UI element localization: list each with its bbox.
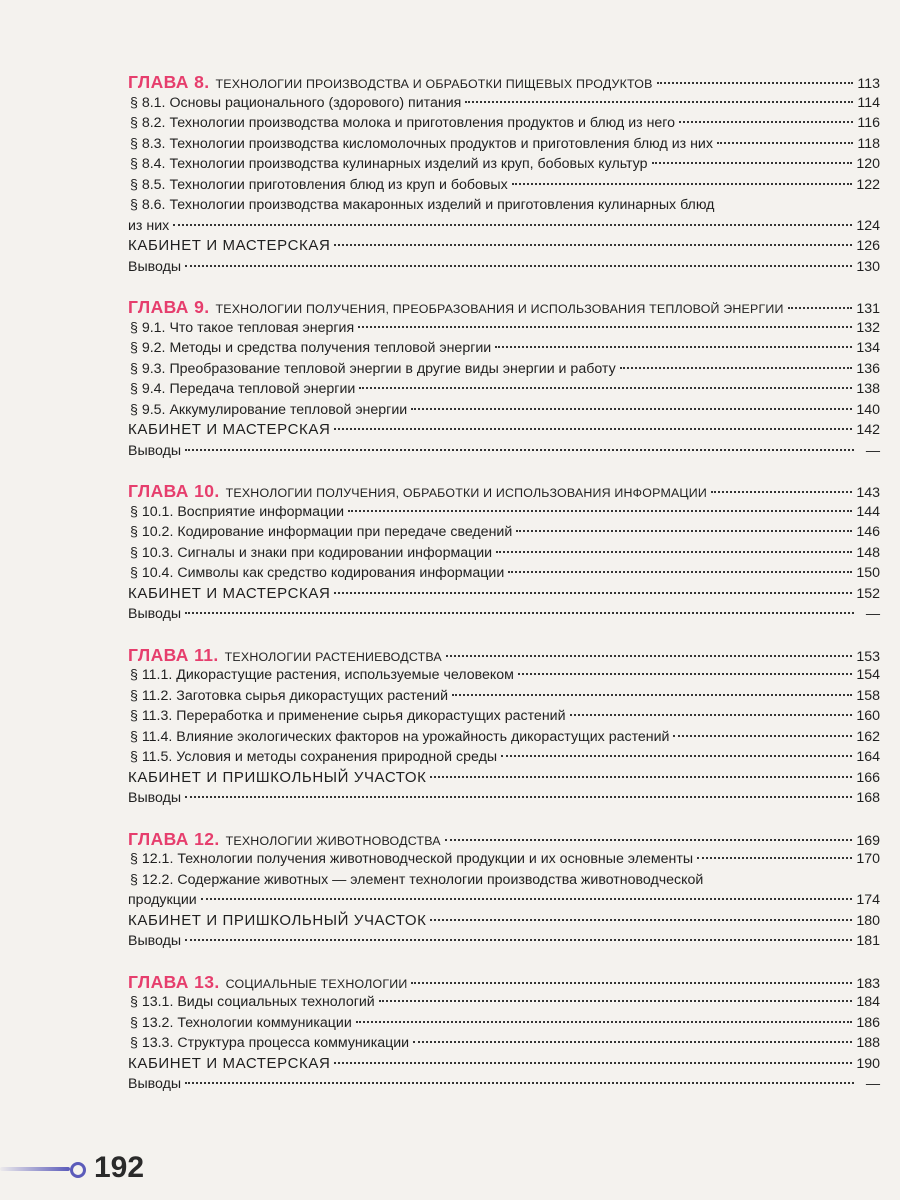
entry-title: § 12.1. Технологии получения животноводческой продукции и их основные элементы	[130, 851, 694, 867]
entry-page: 132	[856, 319, 880, 336]
chapter-title: ТЕХНОЛОГИИ ПОЛУЧЕНИЯ, ПРЕОБРАЗОВАНИЯ И ИСПОЛЬЗОВАНИЯ ТЕПЛОВОЙ ЭНЕРГИИ	[215, 302, 784, 316]
dot-leader	[334, 1062, 852, 1064]
dot-leader	[697, 857, 852, 859]
entry-page: 118	[857, 135, 880, 152]
chapter-title: ТЕХНОЛОГИИ ПОЛУЧЕНИЯ, ОБРАБОТКИ И ИСПОЛЬЗОВАНИЯ ИНФОРМАЦИИ	[225, 486, 708, 500]
entry-page: 152	[856, 585, 880, 602]
section-entry[interactable]	[128, 1013, 880, 1034]
entry-page: 170	[856, 851, 880, 867]
dot-leader	[430, 919, 852, 921]
entry-title: КАБИНЕТ И ПРИШКОЛЬНЫЙ УЧАСТОК	[128, 768, 427, 786]
dot-leader	[652, 162, 853, 164]
section-entry[interactable]	[128, 379, 880, 400]
section-entry[interactable]	[128, 870, 880, 891]
chapter-page: 169	[856, 832, 880, 849]
dot-leader	[334, 592, 852, 594]
chapter-title-group	[128, 72, 653, 95]
chapter-block	[128, 72, 880, 277]
workshop-entry[interactable]	[128, 1054, 880, 1075]
section-entry[interactable]	[128, 502, 880, 523]
chapter-title: ТЕХНОЛОГИИ ПРОИЗВОДСТВА И ОБРАБОТКИ ПИЩЕВЫХ ПРОДУКТОВ	[215, 77, 653, 91]
entry-title: § 13.2. Технологии коммуникации	[130, 1014, 352, 1031]
section-entry[interactable]	[128, 706, 880, 727]
section-entry[interactable]	[128, 563, 880, 584]
section-entry[interactable]	[128, 543, 880, 564]
section-entry[interactable]	[128, 522, 880, 543]
entry-title: § 11.2. Заготовка сырья дикорастущих растений	[130, 687, 448, 704]
chapter-block	[128, 481, 880, 625]
dot-leader	[673, 735, 852, 737]
entry-page: 158	[856, 687, 880, 704]
table-of-contents	[128, 72, 880, 1115]
entry-title: § 9.3. Преобразование тепловой энергии в другие виды энергии и работу	[130, 360, 616, 377]
entry-title: § 9.1. Что такое тепловая энергия	[130, 319, 355, 336]
entry-page: 136	[856, 360, 880, 377]
section-entry[interactable]	[128, 134, 880, 155]
chapter-heading[interactable]	[128, 829, 880, 850]
entry-title: § 11.1. Дикорастущие растения, используемые человеком	[130, 667, 514, 683]
section-entry[interactable]	[128, 175, 880, 196]
entry-title: § 10.4. Символы как средство кодирования информации	[130, 565, 505, 581]
entry-page: —	[865, 606, 880, 622]
entry-page: 126	[856, 238, 880, 254]
section-entry[interactable]	[128, 992, 880, 1013]
workshop-entry[interactable]	[128, 420, 880, 441]
chapter-title-group	[128, 481, 707, 504]
entry-page: 146	[856, 524, 880, 540]
chapter-label: ГЛАВА 9.	[128, 297, 210, 317]
workshop-entry[interactable]	[128, 236, 880, 257]
entry-title: § 13.1. Виды социальных технологий	[130, 994, 375, 1010]
entry-title: § 8.3. Технологии производства кисломолочных продуктов и приготовления блюд из них	[130, 135, 713, 152]
dot-leader	[657, 82, 854, 84]
entry-title-continued: продукции	[128, 892, 197, 908]
workshop-entry[interactable]	[128, 911, 880, 932]
entry-title: § 8.2. Технологии производства молока и приготовления продуктов и блюд из него	[130, 115, 676, 131]
entry-title: § 10.1. Восприятие информации	[130, 503, 345, 520]
chapter-title: ТЕХНОЛОГИИ РАСТЕНИЕВОДСТВА	[224, 649, 442, 664]
section-entry[interactable]	[128, 338, 880, 359]
entry-page: 168	[856, 790, 880, 806]
section-entry[interactable]	[128, 195, 880, 216]
entry-title: КАБИНЕТ И МАСТЕРСКАЯ	[128, 584, 331, 602]
entry-title: Выводы	[128, 790, 182, 806]
chapter-label: ГЛАВА 12.	[128, 828, 220, 849]
entry-page: 142	[856, 422, 880, 438]
dot-leader	[185, 449, 854, 451]
section-entry[interactable]	[128, 113, 880, 134]
entry-title: § 9.2. Методы и средства получения тепловой энергии	[130, 340, 492, 356]
entry-page: 154	[856, 667, 880, 683]
dot-leader	[185, 796, 852, 798]
entry-page: 134	[856, 340, 880, 356]
dot-leader	[185, 612, 854, 614]
dot-leader	[413, 1041, 852, 1043]
section-entry[interactable]	[128, 1033, 880, 1054]
chapter-label: ГЛАВА 8.	[128, 72, 210, 92]
dot-leader	[496, 551, 852, 553]
chapter-block	[128, 972, 880, 1095]
entry-title: КАБИНЕТ И МАСТЕРСКАЯ	[128, 237, 331, 254]
dot-leader	[358, 326, 852, 328]
dot-leader	[620, 367, 853, 369]
dot-leader	[445, 839, 853, 841]
entry-title: § 13.3. Структура процесса коммуникации	[130, 1035, 410, 1051]
entry-title: § 11.3. Переработка и применение сырья дикорастущих растений	[130, 708, 566, 724]
entry-title: § 8.4. Технологии производства кулинарных изделий из круп, бобовых культур	[130, 156, 648, 172]
entry-title: Выводы	[128, 606, 182, 622]
dot-leader	[501, 755, 852, 757]
entry-page: —	[865, 442, 880, 459]
dot-leader	[411, 408, 852, 410]
section-entry[interactable]	[128, 400, 880, 421]
dot-leader	[446, 655, 852, 657]
chapter-title: ТЕХНОЛОГИИ ЖИВОТНОВОДСТВА	[225, 833, 441, 848]
entry-title: § 12.2. Содержание животных — элемент технологии производства животноводческой	[130, 871, 704, 888]
dot-leader	[679, 121, 853, 123]
conclusions-entry[interactable]	[128, 441, 880, 462]
section-entry-continued[interactable]	[128, 890, 880, 911]
chapter-label: ГЛАВА 10.	[128, 481, 220, 501]
section-entry[interactable]	[128, 686, 880, 707]
entry-page: 144	[856, 503, 880, 520]
conclusions-entry[interactable]	[128, 1074, 880, 1095]
dot-leader	[465, 101, 853, 103]
dot-leader	[518, 673, 852, 675]
section-entry[interactable]	[128, 359, 880, 380]
chapter-heading[interactable]	[128, 972, 880, 993]
dot-leader	[173, 224, 852, 226]
dot-leader	[185, 265, 852, 267]
dot-leader	[185, 1082, 854, 1084]
chapter-page: 143	[856, 485, 880, 501]
entry-title: Выводы	[128, 442, 182, 459]
chapter-title-group	[128, 645, 442, 668]
chapter-title-group	[128, 829, 441, 852]
entry-page: 138	[856, 381, 880, 397]
entry-title: § 9.5. Аккумулирование тепловой энергии	[130, 401, 408, 418]
dot-leader	[495, 346, 852, 348]
chapter-block	[128, 829, 880, 952]
chapter-block	[128, 645, 880, 809]
entry-title: § 8.1. Основы рационального (здорового) питания	[130, 94, 462, 111]
entry-title: § 8.5. Технологии приготовления блюд из круп и бобовых	[130, 176, 508, 193]
chapter-heading[interactable]	[128, 297, 880, 318]
entry-page: 180	[856, 912, 880, 929]
entry-page: 140	[856, 401, 880, 418]
section-entry[interactable]	[128, 727, 880, 748]
entry-page: 181	[856, 933, 880, 949]
entry-page: 130	[856, 258, 880, 275]
section-entry[interactable]	[128, 154, 880, 175]
entry-title: § 10.2. Кодирование информации при передаче сведений	[130, 524, 513, 540]
entry-title: § 11.5. Условия и методы сохранения природной среды	[130, 749, 498, 765]
dot-leader	[512, 183, 853, 185]
entry-title: КАБИНЕТ И МАСТЕРСКАЯ	[128, 421, 331, 438]
dot-leader	[359, 387, 852, 389]
dot-leader	[334, 244, 852, 246]
entry-page: 190	[856, 1055, 880, 1072]
entry-page: 166	[856, 769, 880, 786]
entry-page: 120	[856, 156, 880, 172]
entry-title: Выводы	[128, 1076, 182, 1092]
dot-leader	[711, 491, 852, 493]
workshop-entry[interactable]	[128, 584, 880, 605]
section-entry-continued[interactable]	[128, 216, 880, 237]
entry-page: 162	[856, 728, 880, 745]
chapter-title-group	[128, 297, 784, 320]
chapter-heading[interactable]	[128, 645, 880, 666]
section-entry[interactable]	[128, 93, 880, 114]
chapter-label: ГЛАВА 11.	[128, 644, 219, 665]
entry-page: 164	[856, 749, 880, 765]
entry-page: 114	[857, 94, 880, 111]
section-entry[interactable]	[128, 665, 880, 686]
entry-title: § 10.3. Сигналы и знаки при кодировании информации	[130, 544, 493, 561]
entry-page: 150	[856, 565, 880, 581]
decorative-ring-icon	[70, 1162, 86, 1178]
chapter-heading[interactable]	[128, 72, 880, 93]
entry-page: —	[865, 1076, 880, 1092]
conclusions-entry[interactable]	[128, 257, 880, 278]
chapter-title: СОЦИАЛЬНЫЕ ТЕХНОЛОГИИ	[225, 976, 408, 991]
chapter-heading[interactable]	[128, 481, 880, 502]
section-entry[interactable]	[128, 318, 880, 339]
dot-leader	[717, 142, 853, 144]
conclusions-entry[interactable]	[128, 788, 880, 809]
dot-leader	[185, 939, 852, 941]
decorative-line	[0, 1167, 70, 1171]
chapter-page: 153	[856, 648, 880, 665]
entry-title: Выводы	[128, 933, 182, 949]
entry-title: § 11.4. Влияние экологических факторов на урожайность дикорастущих растений	[130, 728, 670, 745]
chapter-title-group	[128, 972, 407, 995]
chapter-label: ГЛАВА 13.	[128, 971, 220, 992]
entry-page: 116	[857, 115, 880, 131]
entry-title: § 8.6. Технологии производства макаронных изделий и приготовления кулинарных блюд	[130, 197, 715, 213]
entry-page: 184	[856, 994, 880, 1010]
entry-title: § 9.4. Передача тепловой энергии	[130, 381, 356, 397]
section-entry[interactable]	[128, 849, 880, 870]
dot-leader	[201, 898, 853, 900]
dot-leader	[334, 428, 852, 430]
dot-leader	[570, 714, 853, 716]
dot-leader	[379, 1000, 853, 1002]
dot-leader	[348, 510, 852, 512]
entry-title: КАБИНЕТ И МАСТЕРСКАЯ	[128, 1054, 331, 1072]
chapter-block	[128, 297, 880, 461]
conclusions-entry[interactable]	[128, 604, 880, 625]
dot-leader	[411, 982, 852, 984]
workshop-entry[interactable]	[128, 768, 880, 789]
dot-leader	[430, 776, 852, 778]
entry-page: 186	[856, 1014, 880, 1031]
page-footer	[0, 1150, 160, 1186]
entry-page: 188	[856, 1035, 880, 1051]
entry-title-continued: из них	[128, 217, 170, 234]
dot-leader	[516, 530, 852, 532]
dot-leader	[508, 571, 852, 573]
entry-page: 160	[856, 708, 880, 724]
dot-leader	[356, 1021, 853, 1023]
entry-page: 122	[856, 176, 880, 193]
dot-leader	[788, 307, 853, 309]
page-number: 192	[94, 1151, 145, 1184]
chapter-page: 113	[857, 76, 880, 92]
entry-page: 124	[856, 217, 880, 234]
chapter-page: 183	[856, 975, 880, 992]
entry-title: КАБИНЕТ И ПРИШКОЛЬНЫЙ УЧАСТОК	[128, 911, 427, 929]
entry-title: Выводы	[128, 258, 182, 275]
section-entry[interactable]	[128, 747, 880, 768]
entry-page: 174	[856, 892, 880, 908]
entry-page: 148	[856, 544, 880, 561]
chapter-page: 131	[856, 301, 880, 317]
dot-leader	[452, 694, 852, 696]
conclusions-entry[interactable]	[128, 931, 880, 952]
